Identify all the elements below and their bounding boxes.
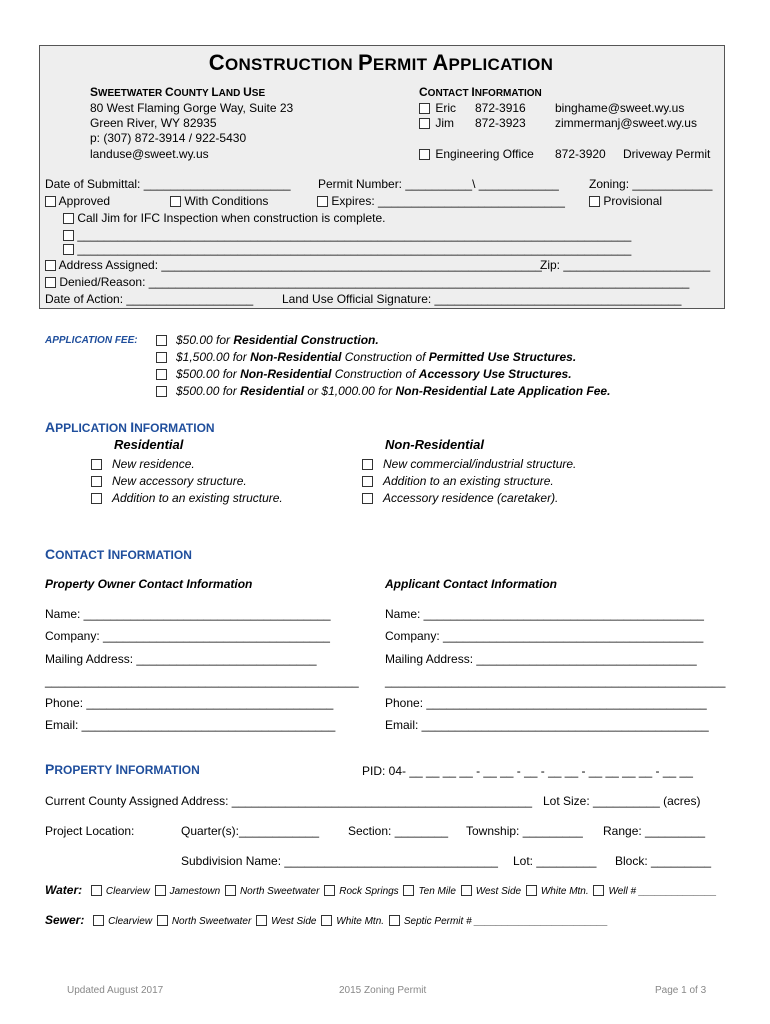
checkbox[interactable] xyxy=(45,277,56,288)
quarters-field[interactable]: Quarter(s):____________ xyxy=(181,824,320,838)
checkbox[interactable] xyxy=(170,196,181,207)
project-location-label: Project Location: xyxy=(45,824,135,838)
owner-phone-field[interactable]: Phone: _____________________________________ xyxy=(45,696,334,710)
property-info-heading: PROPERTY INFORMATION xyxy=(45,761,200,777)
applicant-contact-title: Applicant Contact Information xyxy=(385,577,557,591)
checkbox[interactable] xyxy=(157,915,168,926)
fee-option-late: $500.00 for Residential or $1,000.00 for Non-Residential Late Application Fee. xyxy=(156,384,610,398)
address-assigned-option: Address Assigned: _________________________________________________________ xyxy=(45,258,542,272)
checkbox[interactable] xyxy=(526,885,537,896)
non-residential-option: Accessory residence (caretaker). xyxy=(362,491,558,505)
residential-title: Residential xyxy=(114,437,184,452)
checkbox[interactable] xyxy=(93,915,104,926)
applicant-phone-field[interactable]: Phone: __________________________________________ xyxy=(385,696,707,710)
application-info-heading: APPLICATION INFORMATION xyxy=(45,419,215,435)
checkbox[interactable] xyxy=(91,459,102,470)
footer-updated: Updated August 2017 xyxy=(67,985,164,996)
checkbox[interactable] xyxy=(63,213,74,224)
applicant-mailing-extra[interactable]: ___________________________________________________ xyxy=(385,674,726,688)
checkbox[interactable] xyxy=(225,885,236,896)
owner-contact-title: Property Owner Contact Information xyxy=(45,577,253,591)
lot-size-field[interactable]: Lot Size: __________ (acres) xyxy=(543,794,701,808)
checkbox[interactable] xyxy=(593,885,604,896)
owner-mailing-extra[interactable]: _______________________________________________ xyxy=(45,674,359,688)
zip-field[interactable]: Zip: ______________________ xyxy=(540,258,711,272)
block-field[interactable]: Block: _________ xyxy=(615,854,712,868)
fee-option-residential: $50.00 for Residential Construction. xyxy=(156,333,379,347)
provisional-option: Provisional xyxy=(589,194,662,208)
checkbox[interactable] xyxy=(91,476,102,487)
non-residential-option: Addition to an existing structure. xyxy=(362,474,554,488)
checkbox[interactable] xyxy=(362,476,373,487)
zoning-field[interactable]: Zoning: ____________ xyxy=(589,177,713,191)
office-address2: Green River, WY 82935 xyxy=(90,116,217,130)
lot-field[interactable]: Lot: _________ xyxy=(513,854,597,868)
county-address-field[interactable]: Current County Assigned Address: _____________________________________________ xyxy=(45,794,533,808)
checkbox[interactable] xyxy=(91,493,102,504)
contact-phone: 872-3920 xyxy=(555,147,606,161)
contact-engineering: Engineering Office xyxy=(419,147,534,161)
checkbox[interactable] xyxy=(45,196,56,207)
checkbox[interactable] xyxy=(63,230,74,241)
owner-email-field[interactable]: Email: ______________________________________ xyxy=(45,718,336,732)
contact-section-heading: CONTACT INFORMATION xyxy=(45,546,192,562)
residential-option: Addition to an existing structure. xyxy=(91,491,283,505)
call-jim-option: Call Jim for IFC Inspection when construction is complete. xyxy=(63,211,385,225)
office-name: SWEETWATER COUNTY LAND USE xyxy=(90,85,266,99)
with-conditions-option: With Conditions xyxy=(170,194,268,208)
fee-option-non-residential-permitted: $1,500.00 for Non-Residential Construction of Permitted Use Structures. xyxy=(156,350,576,364)
applicant-email-field[interactable]: Email: ___________________________________________ xyxy=(385,718,709,732)
blank-condition-1: ___________________________________________________________________________________ xyxy=(63,228,631,242)
contact-phone: 872-3916 xyxy=(475,101,526,115)
checkbox[interactable] xyxy=(321,915,332,926)
date-of-action-field[interactable]: Date of Action: ___________________ xyxy=(45,292,254,306)
pid-field[interactable]: PID: 04- __ __ __ __ - __ __ - __ - __ __ - __ __ __ __ - __ __ xyxy=(362,764,693,778)
sewer-options: Sewer: Clearview North Sweetwater West Side White Mtn. Septic Permit # ________________________ xyxy=(45,913,608,927)
residential-option: New accessory structure. xyxy=(91,474,247,488)
contact-phone: 872-3923 xyxy=(475,116,526,130)
checkbox[interactable] xyxy=(362,493,373,504)
checkbox[interactable] xyxy=(419,149,430,160)
date-submittal-field[interactable]: Date of Submittal: ______________________ xyxy=(45,177,291,191)
checkbox[interactable] xyxy=(156,386,167,397)
expires-option: Expires: ____________________________ xyxy=(317,194,565,208)
township-field[interactable]: Township: _________ xyxy=(466,824,583,838)
contact-info-heading: CONTACT INFORMATION xyxy=(419,85,542,99)
checkbox[interactable] xyxy=(403,885,414,896)
page-title: CONSTRUCTION PERMIT APPLICATION xyxy=(208,50,554,75)
contact-note: Driveway Permit xyxy=(623,147,711,161)
footer-center: 2015 Zoning Permit xyxy=(339,985,427,996)
checkbox[interactable] xyxy=(156,335,167,346)
checkbox[interactable] xyxy=(461,885,472,896)
checkbox[interactable] xyxy=(389,915,400,926)
owner-mailing-field[interactable]: Mailing Address: ___________________________ xyxy=(45,652,317,666)
checkbox[interactable] xyxy=(155,885,166,896)
checkbox[interactable] xyxy=(156,369,167,380)
checkbox[interactable] xyxy=(362,459,373,470)
checkbox[interactable] xyxy=(91,885,102,896)
checkbox[interactable] xyxy=(317,196,328,207)
contact-email[interactable]: binghame@sweet.wy.us xyxy=(555,101,685,115)
office-address1: 80 West Flaming Gorge Way, Suite 23 xyxy=(90,101,294,115)
checkbox[interactable] xyxy=(156,352,167,363)
owner-company-field[interactable]: Company: __________________________________ xyxy=(45,629,330,643)
section-field[interactable]: Section: ________ xyxy=(348,824,449,838)
residential-option: New residence. xyxy=(91,457,195,471)
checkbox[interactable] xyxy=(63,244,74,255)
checkbox[interactable] xyxy=(589,196,600,207)
fee-option-non-residential-accessory: $500.00 for Non-Residential Construction of Accessory Use Structures. xyxy=(156,367,572,381)
checkbox[interactable] xyxy=(45,260,56,271)
range-field[interactable]: Range: _________ xyxy=(603,824,706,838)
checkbox[interactable] xyxy=(419,103,430,114)
applicant-mailing-field[interactable]: Mailing Address: _________________________________ xyxy=(385,652,697,666)
footer-page: Page 1 of 3 xyxy=(655,985,707,996)
application-fee-label: APPLICATION FEE: xyxy=(45,335,138,346)
applicant-name-field[interactable]: Name: __________________________________________ xyxy=(385,607,704,621)
contact-jim: Jim xyxy=(419,116,454,130)
non-residential-title: Non-Residential xyxy=(385,437,484,452)
approved-option: Approved xyxy=(45,194,110,208)
non-residential-option: New commercial/industrial structure. xyxy=(362,457,576,471)
denied-option: Denied/Reason: _________________________________________________________________________________ xyxy=(45,275,689,289)
contact-eric: Eric xyxy=(419,101,456,115)
water-options: Water: Clearview Jamestown North Sweetwater Rock Springs Ten Mile West Side White Mtn. Well # ______________ xyxy=(45,883,717,897)
owner-name-field[interactable]: Name: _____________________________________ xyxy=(45,607,331,621)
checkbox[interactable] xyxy=(419,118,430,129)
signature-field[interactable]: Land Use Official Signature: _____________________________________ xyxy=(282,292,682,306)
permit-number-field[interactable]: Permit Number: __________\ ____________ xyxy=(318,177,559,191)
office-email[interactable]: landuse@sweet.wy.us xyxy=(90,147,209,161)
checkbox[interactable] xyxy=(324,885,335,896)
applicant-company-field[interactable]: Company: _______________________________________ xyxy=(385,629,704,643)
blank-condition-2: ___________________________________________________________________________________ xyxy=(63,242,631,256)
office-phone: p: (307) 872-3914 / 922-5430 xyxy=(90,131,247,145)
contact-email[interactable]: zimmermanj@sweet.wy.us xyxy=(555,116,697,130)
checkbox[interactable] xyxy=(256,915,267,926)
subdivision-field[interactable]: Subdivision Name: ________________________________ xyxy=(181,854,498,868)
